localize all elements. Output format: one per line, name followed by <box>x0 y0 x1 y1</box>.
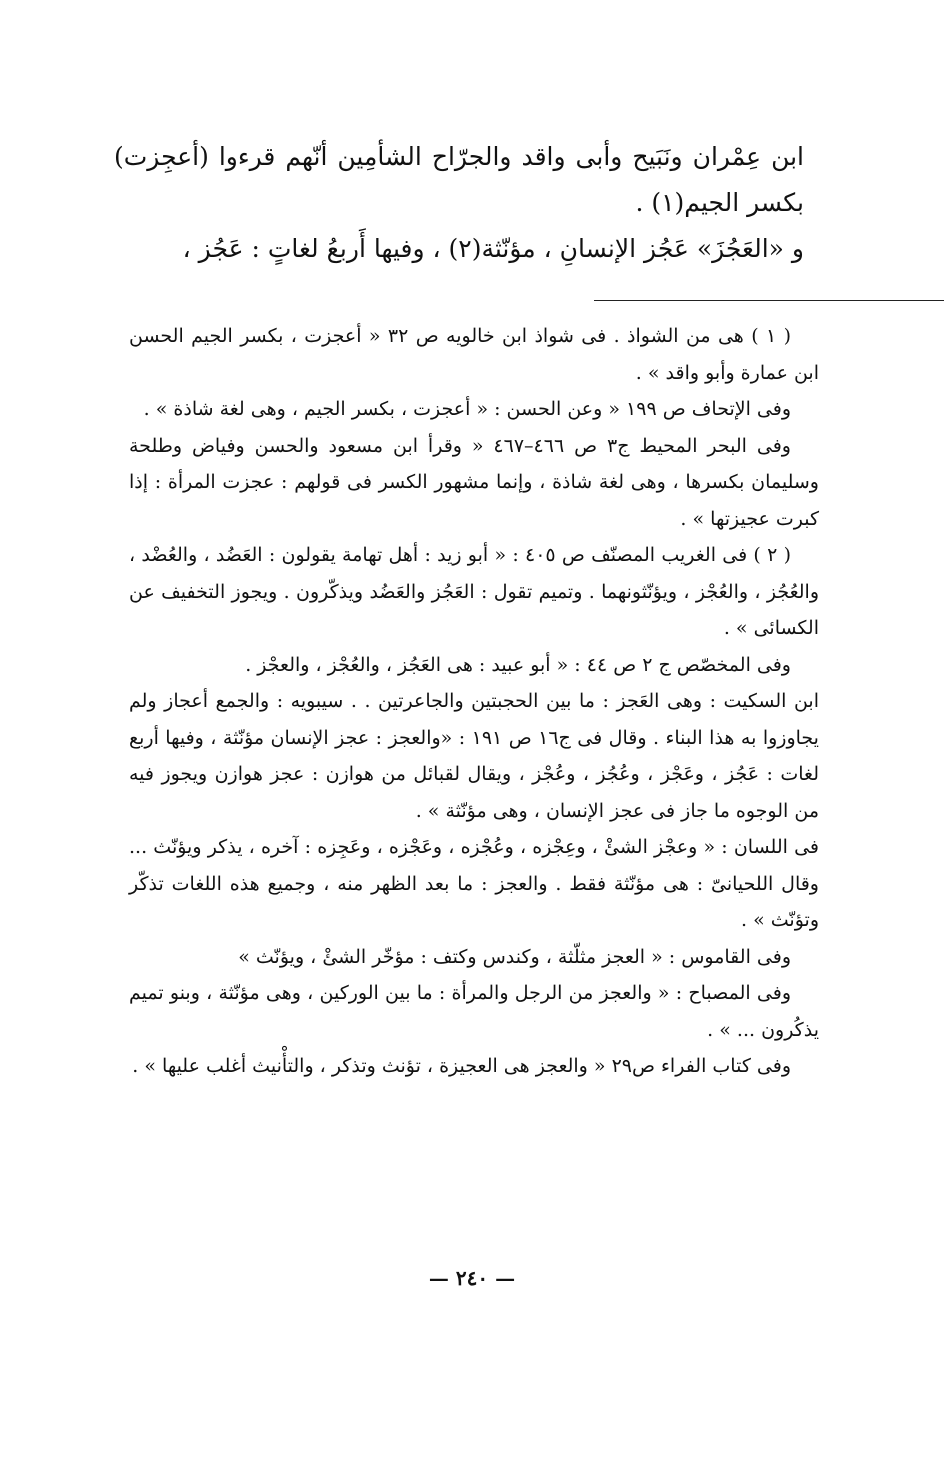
main-paragraph-1: ابن عِمْران ونَبَيح وأبى واقد والجرّاح الشأمِين أنّهم قرءوا (أعجِزت) بكسر الجيم(١) . <box>114 142 804 217</box>
footnote-2-lisan: فى اللسان : « وعجْز الشئْ ، وعِجْزه ، وعُجْزه ، وعَجْزه ، وعَجِزه : آخره ، يذكر ويؤنّث ... وقال اللحيانىّ : هى مؤنّثة فقط . والعجز : ما بعد الظهر منه ، وجميع هذه اللغات تذكّر وتؤنّث » . <box>129 836 819 931</box>
page-number: — ٢٤٠ — <box>428 1266 516 1290</box>
footnote-2-qamus: وفى القاموس : « العجز مثلّثة ، وكندس وكتف : مؤخّر الشئْ ، ويؤنّث » <box>238 945 791 968</box>
footnote-2-mukhassas: وفى المخصّص ج ٢ ص ٤٤ : « أبو عبيد : هى العَجُز ، والعُجْز ، والعجْز . <box>245 653 791 676</box>
footnote-divider <box>594 300 944 301</box>
footnote-1-ithaf: وفى الإتحاف ص ١٩٩ « وعن الحسن : « أعجزت ، بكسر الجيم ، وهى لغة شاذة » . <box>143 398 791 420</box>
footnote-1: ( ١ ) هى من الشواذ . فى شواذ ابن خالويه ص ٣٢ « أعجزت ، بكسر الجيم الحسن ابن عمارة وأبو واقد » . <box>129 325 819 384</box>
footnotes <box>129 318 819 1085</box>
footnote-2: ( ٢ ) فى الغريب المصنّف ص ٤٠٥ : « أبو زيد : أهل تهامة يقولون : العَضُد ، والعُضْد ، والعُجُز ، والعُجْز ، ويؤنّثونهما . وتميم تقول : العَجُز والعَضُد ويذكّرون . ويجوز التخفيف عن الكسائى » . <box>129 544 819 639</box>
footnote-1-bahr: وفى البحر المحيط ج٣ ص ٤٦٦–٤٦٧ « وقرأ ابن مسعود والحسن وفياض وطلحة وسليمان بكسرها ، وهى لغة شاذة ، وإنما مشهور الكسر فى قولهم : عجزت المرأة : إذا كبرت عجيزتها » . <box>129 434 819 530</box>
footnote-2-misbah: وفى المصباح : « والعجز من الرجل والمرأة : ما بين الوركين ، وهى مؤنّثة ، وبنو تميم يذكُرون ... » . <box>129 982 819 1041</box>
footnote-2-sikkit: ابن السكيت : وهى العَجز : ما بين الحجبتين والجاعرتين . . سيبويه : والجمع أعجاز ولم يجاوزوا به هذا البناء . وقال فى ج١٦ ص ١٩١ : «والعجز : عجز الإنسان مؤنّثة ، وفيها أربع لغات : عَجُز ، وعَجْز ، وعُجُز ، وعُجْز ، ويقال لقبائل من هوازن : عجز هوازن ويجوز فيه من الوجوه ما جاز فى عجز الإنسان ، وهى مؤنّثة » . <box>129 690 819 822</box>
footnote-2-farra: وفى كتاب الفراء ص٢٩ « والعجز هى العجيزة ، تؤنث وتذكر ، والتأْنيث أغلب عليها » . <box>132 1055 791 1077</box>
main-paragraph-2: و «العَجُزَ» عَجُز الإنسانِ ، مؤنّثة(٢) ، وفيها أَربعُ لغاتٍ : عَجُز ، <box>182 234 804 263</box>
main-text <box>114 134 804 272</box>
